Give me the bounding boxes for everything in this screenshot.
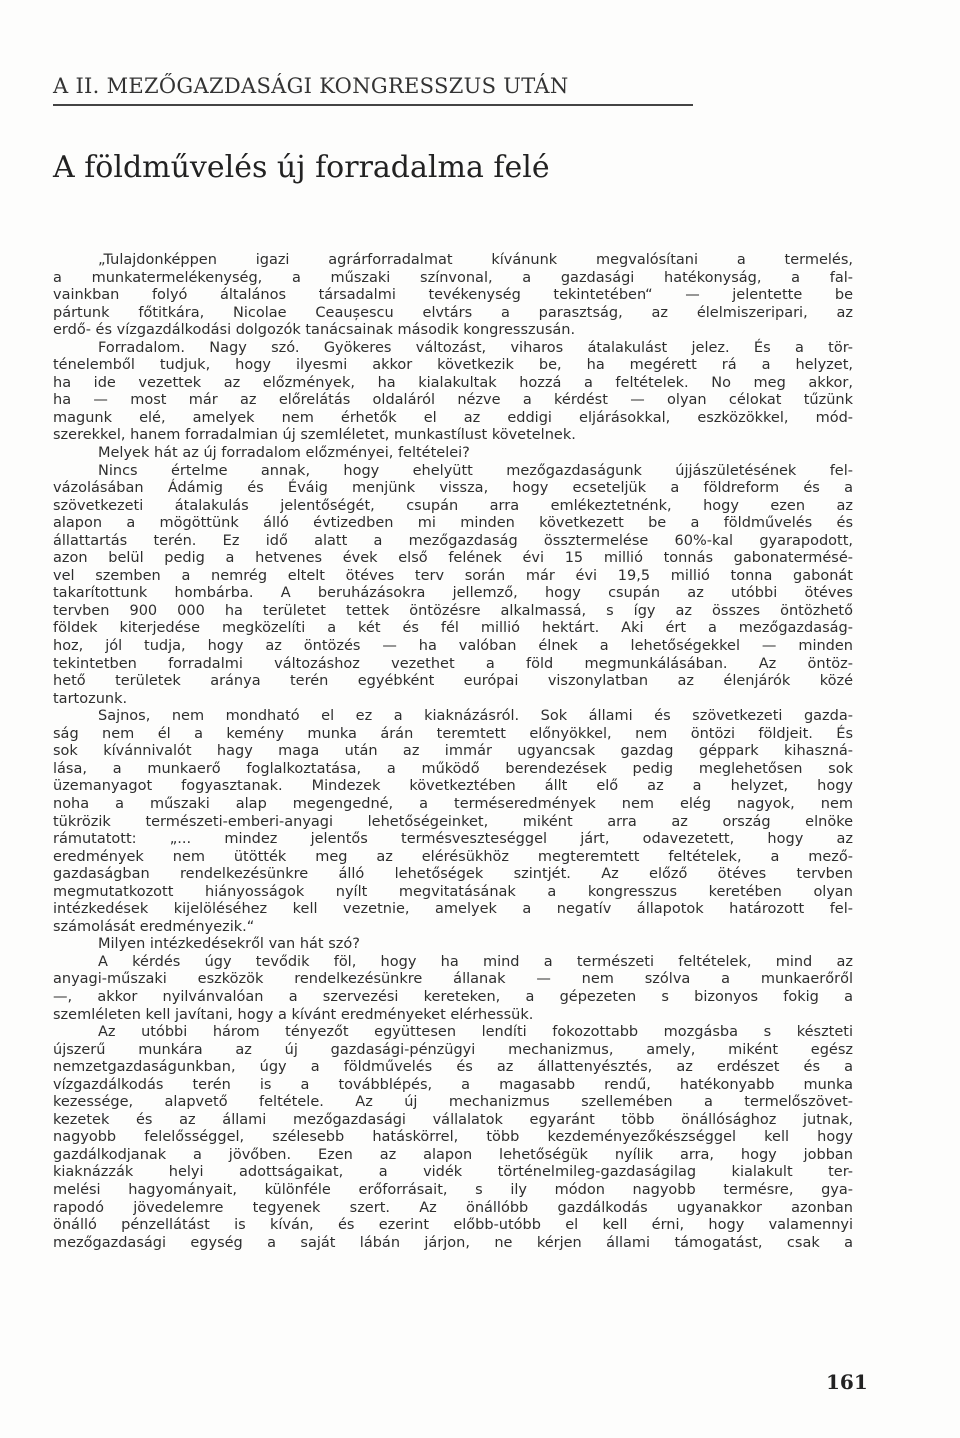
text-line: vel szemben a nemrég eltelt ötéves terv során már évi 19,5 millió tonna gabonát xyxy=(53,567,853,584)
text-line: sok kívánnivalót hagy maga után az immár ugyancsak gazdag géppark kihaszná- xyxy=(53,743,853,760)
text-line: kiaknázzák helyi adottságaikat, a vidék történelmileg-gazdaságilag kialakult ter- xyxy=(53,1164,853,1181)
text-line: alapon a mögöttünk álló évtizedben mi minden következett be a földművelés és xyxy=(53,515,853,532)
header-rule xyxy=(53,104,693,106)
text-line: takarítottunk hombárba. A beruházásokra jellemző, hogy csupán az utóbbi ötéves xyxy=(53,585,853,602)
text-line: szerekkel, hanem forradalmian új szemléletet, munkastílust követelnek. xyxy=(53,427,576,444)
text-line: nagyobb felelősséggel, szélesebb hatáskörrel, több kezdeményezőkészséggel kell hogy xyxy=(53,1129,853,1146)
text-line: állattartás terén. Ez idő alatt a mezőgazdaság össztermelése 60%-kal gyarapodott, xyxy=(53,532,853,549)
text-line: tekintetben forradalmi változáshoz vezethet a föld megmunkálásában. Az öntöz- xyxy=(53,655,853,672)
text-line: hető területek aránya terén egyébként európai viszonylatban az élenjárók közé xyxy=(53,673,853,690)
text-line: Forradalom. Nagy szó. Gyökeres változást, viharos átalakulást jelez. És a tör- xyxy=(98,339,853,356)
text-line: eredmények nem ütötték meg az elérésükhöz megteremtett feltételek, a mező- xyxy=(53,848,853,865)
text-line: kezetek és az állami mezőgazdasági vállalatok egyaránt több önállósághoz jutnak, xyxy=(53,1111,853,1128)
text-line: szemléleten kell javítani, hogy a kívánt eredményeket elérhessük. xyxy=(53,1006,534,1023)
text-line: a munkatermelékenység, a műszaki színvonal, a gazdasági hatékonyság, a fal- xyxy=(53,269,853,286)
text-line: ha — most már az előrelátás oldaláról nézve a kérdést — olyan célokat tűzünk xyxy=(53,392,853,409)
section-header: A II. MEZŐGAZDASÁGI KONGRESSZUS UTÁN xyxy=(53,74,569,98)
text-line: erdő- és vízgazdálkodási dolgozók tanácsainak második kongresszusán. xyxy=(53,322,576,339)
text-line: vízgazdálkodás terén is a továbblépés, a magasabb rendű, hatékonyabb munka xyxy=(53,1076,853,1093)
text-line: újszerű munkára az új gazdasági-pénzügyi mechanizmus, amely, miként egész xyxy=(53,1041,853,1058)
text-line: Nincs értelme annak, hogy ehelyütt mezőgazdaságunk újjászületésének fel- xyxy=(98,462,853,479)
text-line: magunk elé, amelyek nem érhetők el az eddigi eljárásokkal, eszközökkel, mód- xyxy=(53,409,853,426)
text-line: gazdaságban rendelkezésünkre álló lehetőségek szintjét. Az előző ötéves tervben xyxy=(53,866,853,883)
text-line: noha a műszaki alap megengedné, a terméseredmények nem elég nagyok, nem xyxy=(53,795,853,812)
text-line: pártunk főtitkára, Nicolae Ceaușescu elvtárs a parasztság, az élelmiszeripari, az xyxy=(53,304,853,321)
text-line: „Tulajdonképpen igazi agrárforradalmat kívánunk megvalósítani a termelés, xyxy=(98,252,853,268)
text-line: vázolásában Ádámig és Éváig menjünk vissza, hogy ecseteljük a földreform és a xyxy=(53,480,853,497)
text-line: tükrözik természeti-emberi-anyagi lehetőségeinket, miként arra az ország elnöke xyxy=(53,813,853,830)
text-line: földek kiterjedése megközelíti a két és fél millió hektárt. Aki ért a mezőgazdaság- xyxy=(53,620,853,637)
text-line: rapodó jövedelemre tegyenek szert. Az önállóbb gazdálkodás ugyanakkor azonban xyxy=(53,1199,853,1216)
text-line: ha ide vezettek az előzmények, ha kialakultak hozzá a feltételek. No meg akkor, xyxy=(53,374,853,391)
text-line: mezőgazdasági egység a saját lábán járjon, ne kérjen állami támogatást, csak a xyxy=(53,1234,853,1251)
text-line: lása, a munkaerő foglalkoztatása, a működő berendezések pedig meglehetősen sok xyxy=(53,760,853,777)
article-title: A földművelés új forradalma felé xyxy=(53,150,550,185)
text-line: melési hagyományait, különféle erőforrásait, s ily módon nagyobb termésre, gya- xyxy=(53,1181,853,1198)
text-line: hoz, jól tudja, hogy az öntözés — ha valóban élnek a lehetőségekkel — minden xyxy=(53,638,853,655)
text-line: tervben 900 000 ha területet tettek öntözésre alkalmassá, s így az összes öntözhető xyxy=(53,602,853,619)
text-line: üzemanyagot fogyasztanak. Mindezek következtében állt elő az a helyzet, hogy xyxy=(53,778,853,795)
text-line: megmutatkozott hiányosságok nyílt megvitatásának a kongresszus keretében olyan xyxy=(53,883,853,900)
text-line: azon belül pedig a hetvenes évek első felének évi 15 millió tonnás gabonatermésé- xyxy=(53,550,853,567)
text-line: számolását eredményezik.“ xyxy=(53,918,255,935)
text-line: A kérdés úgy tevődik föl, hogy ha mind a természeti feltételek, mind az xyxy=(98,953,853,970)
text-line: ténelemből tudjuk, hogy ilyesmi akkor következik be, ha megérett rá a helyzet, xyxy=(53,357,853,374)
text-line: Az utóbbi három tényezőt együttesen lendíti fokozottabb mozgásba s készteti xyxy=(98,1024,853,1041)
text-line: önálló pénzellátást is kíván, és ezerint előbb-utóbb el kell érni, hogy valamennyi xyxy=(53,1217,853,1234)
text-line: nemzetgazdaságunkban, úgy a földművelés és az állattenyésztés, az erdészet és a xyxy=(53,1059,853,1076)
text-line: Milyen intézkedésekről van hát szó? xyxy=(98,936,360,953)
text-line: vainkban folyó általános társadalmi tevékenység tekintetében“ — jelentette be xyxy=(53,287,853,304)
text-line: kezessége, alapvető feltétele. Az új mechanizmus szellemében a termelőszövet- xyxy=(53,1094,853,1111)
text-line: ság nem él a kemény munka árán teremtett előnyökkel, nem öntözi földjeit. És xyxy=(53,725,853,742)
text-line: intézkedések kijelöléséhez kell vezetnie, amelyek a negatív állapotok határozott fel- xyxy=(53,901,853,918)
text-line: —, akkor nyilvánvalóan a szervezési kereteken, a gépezeten s bizonyos fokig a xyxy=(53,988,853,1005)
text-line: Sajnos, nem mondható el ez a kiaknázásról. Sok állami és szövetkezeti gazda- xyxy=(98,708,853,725)
text-line: anyagi-műszaki eszközök rendelkezésünkre állanak — nem szólva a munkaerőről xyxy=(53,971,853,988)
text-line: szövetkezeti átalakulás jelentőségét, csupán arra emlékeztetnénk, hogy ezen az xyxy=(53,497,853,514)
page-number: 161 xyxy=(826,1370,868,1394)
text-line: gazdálkodjanak a jövőben. Ezen az alapon lehetőségük nyílik arra, hogy jobban xyxy=(53,1146,853,1163)
text-line: tartozunk. xyxy=(53,690,128,707)
article-body xyxy=(53,252,853,1252)
text-line: rámutatott: „... mindez jelentős termésveszteséggel járt, odavezetett, hogy az xyxy=(53,831,853,848)
text-line: Melyek hát az új forradalom előzményei, feltételei? xyxy=(98,445,470,462)
